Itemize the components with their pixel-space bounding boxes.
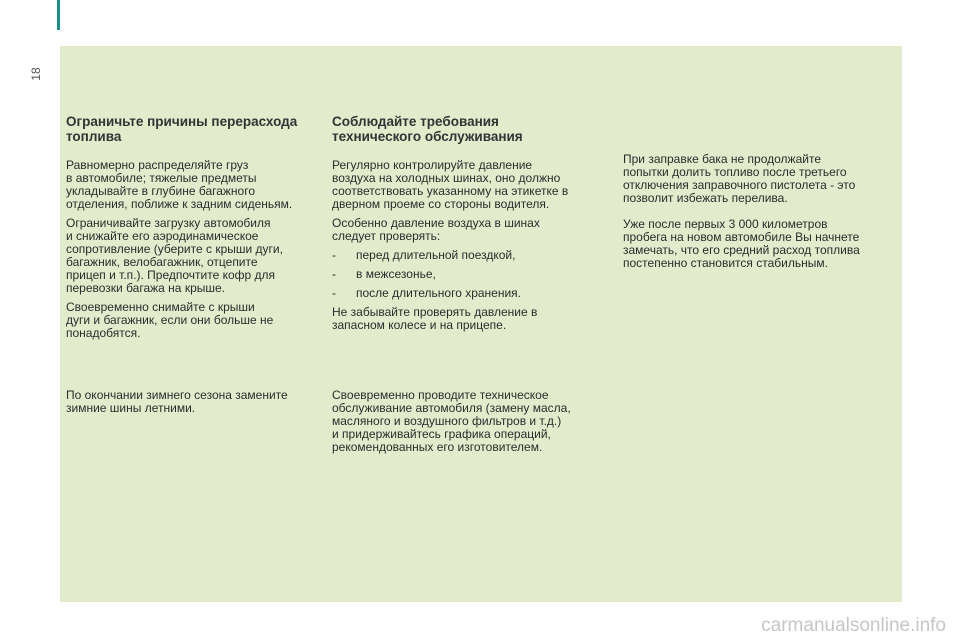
paragraph-roof-racks: Своевременно снимайте с крыши дуги и багажник, если они больше не понадобятся. <box>66 300 274 340</box>
paragraph-service-schedule: Своевременно проводите техническое обслуживание автомобиля (замену масла, масляного и воздушного фильтров и т.д.) и придерживайтесь графика операций, рекомендованных его изготовителем. <box>332 388 571 454</box>
content-panel <box>60 46 902 602</box>
list-item: - после длительного хранения. <box>332 286 522 300</box>
paragraph-winter-tyres: По окончании зимнего сезона замените зимние шины летними. <box>66 388 288 415</box>
heading-maintenance: Соблюдайте требования технического обслуживания <box>332 114 523 144</box>
column-fuel-consumption <box>66 114 324 346</box>
paragraph-refuelling: При заправке бака не продолжайте попытки долить топливо после третьего отключения заправочного пистолета - это позволит избежать перелива. <box>623 152 856 205</box>
accent-bar <box>57 0 60 30</box>
paragraph-load-distribution: Равномерно распределяйте груз в автомобиле; тяжелые предметы укладывайте в глубине багажного отделения, поближе к задним сиденьям. <box>66 158 293 211</box>
watermark: carmanualsonline.info <box>761 615 946 636</box>
column-maintenance-bottom <box>332 389 608 460</box>
paragraph-run-in: Уже после первых 3 000 километров пробега на новом автомобиле Вы начнете замечать, что его средний расход топлива постепенно становится стабильным. <box>623 217 860 270</box>
paragraph-spare-wheel: Не забывайте проверять давление в запасном колесе и на прицепе. <box>332 305 538 332</box>
paragraph-tyre-pressure: Регулярно контролируйте давление воздуха на холодных шинах, оно должно соответствовать указанному на этикетке в дверном проеме со стороны водителя. <box>332 158 569 211</box>
paragraph-check-when: Особенно давление воздуха в шинах следует проверять: <box>332 216 540 243</box>
heading-fuel-consumption: Ограничьте причины перерасхода топлива <box>66 114 298 144</box>
paragraph-load-limit: Ограничивайте загрузку автомобиля и снижайте его аэродинамическое сопротивление (уберите с крыши дуги, багажник, велобагажник, отцепите прицеп и т.п.). Предпочтите кофр для перевозки багажа на крыше. <box>66 216 283 295</box>
list-item: - перед длительной поездкой, <box>332 248 516 262</box>
column-maintenance <box>332 114 608 338</box>
list-item: - в межсезонье, <box>332 267 436 281</box>
page-number: 18 <box>29 67 43 81</box>
column-fuel-consumption-bottom <box>66 389 324 421</box>
check-when-list <box>332 249 608 300</box>
column-refuelling <box>623 153 898 276</box>
